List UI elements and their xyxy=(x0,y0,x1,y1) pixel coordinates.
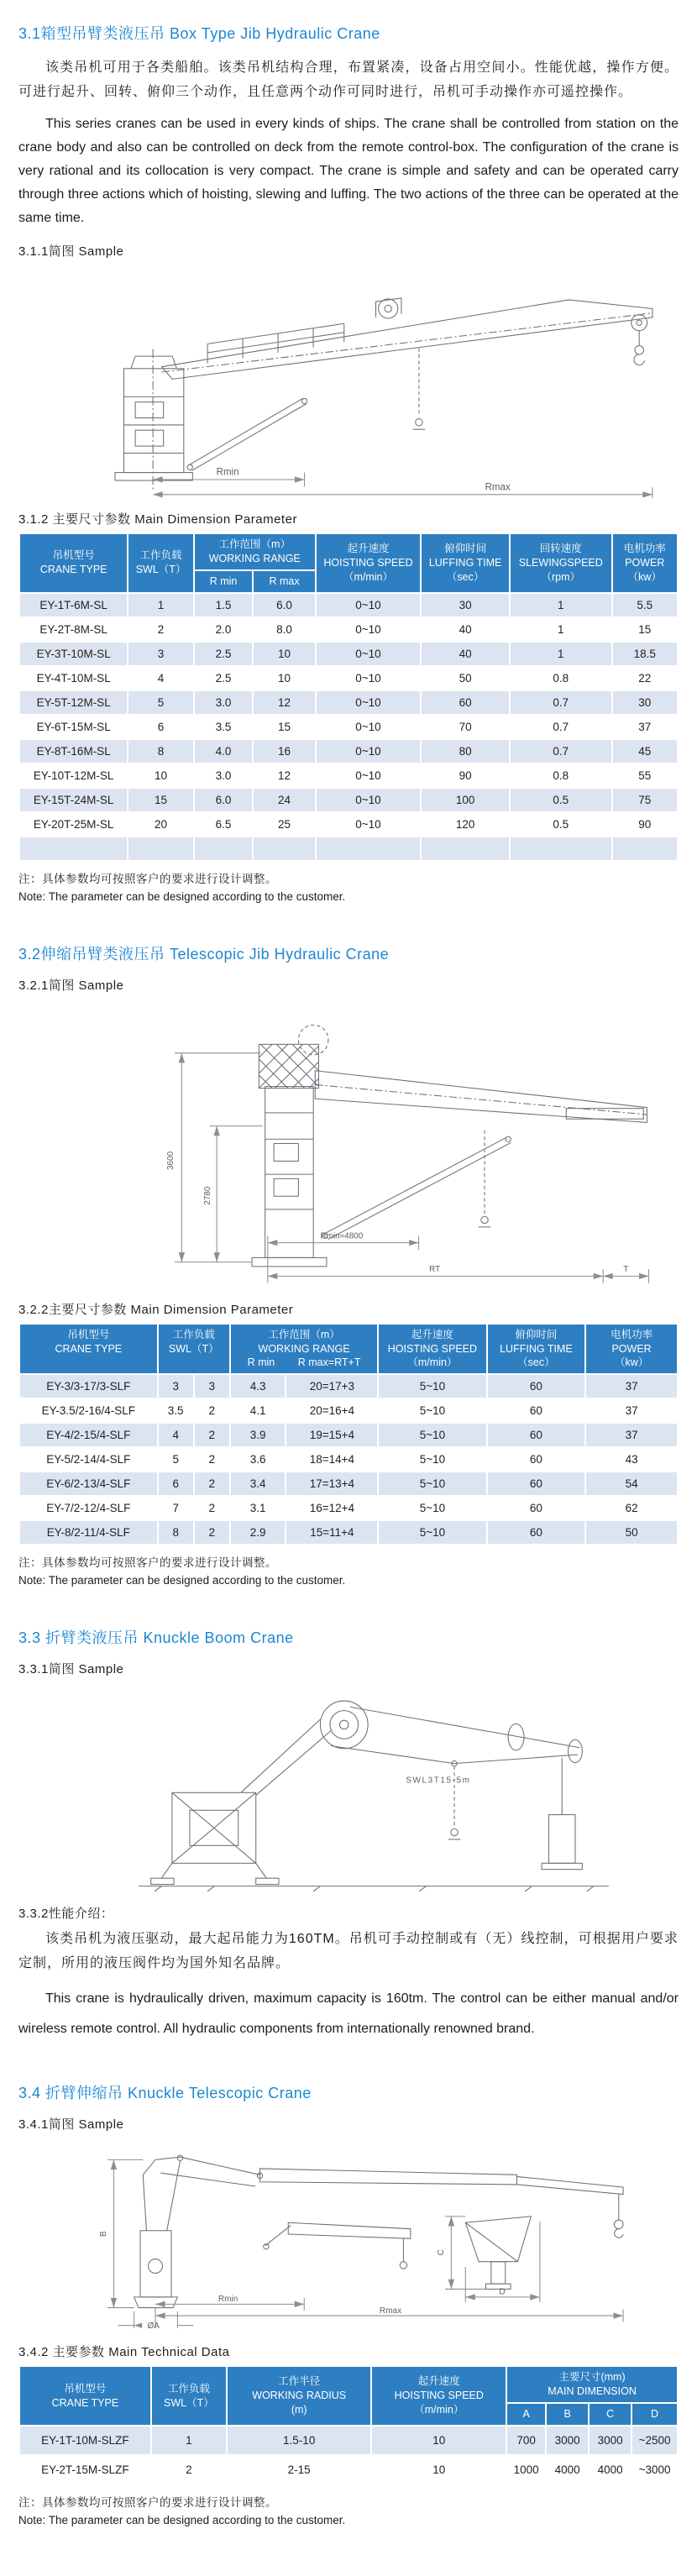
table-cell: 54 xyxy=(585,1472,678,1496)
table-cell: 0~10 xyxy=(316,642,421,666)
table-cell xyxy=(316,837,421,861)
table-cell: 1 xyxy=(510,617,612,642)
dim-label-rmin: Rmin xyxy=(217,2295,238,2305)
dim-label-d: D xyxy=(499,2287,506,2297)
dim-label-rmin-4800: Rmin≈4800 xyxy=(320,1231,364,1241)
dim-label-rmin: Rmin xyxy=(216,467,239,478)
table-cell: 0.7 xyxy=(510,690,612,715)
table-cell: 1 xyxy=(151,2426,227,2455)
table-cell: 60 xyxy=(487,1472,586,1496)
table-cell: 0~10 xyxy=(316,666,421,690)
dim-label-rmax: Rmax xyxy=(379,2306,402,2316)
table-cell: 0~10 xyxy=(316,617,421,642)
table-cell: 0.7 xyxy=(510,715,612,739)
section-knuckle-boom xyxy=(18,1626,679,2044)
col-crane-type: 吊机型号 CRANE TYPE xyxy=(19,2366,151,2426)
section-3-1-1-sample-title: 3.1.1简图 Sample xyxy=(18,244,124,259)
note-3-en: Note: The parameter can be designed according to the customer. xyxy=(18,2513,346,2526)
table-row xyxy=(19,1423,678,1447)
note-2-cn: 注：具体参数均可按照客户的要求进行设计调整。 xyxy=(18,1556,277,1570)
note-3 xyxy=(18,2494,679,2529)
table-cell: 10 xyxy=(371,2426,506,2455)
table-cell xyxy=(421,837,510,861)
table-cell: 40 xyxy=(421,642,510,666)
table-3-header xyxy=(19,2366,678,2426)
table-cell: 55 xyxy=(612,763,678,788)
table-cell: ~2500 xyxy=(631,2426,678,2455)
table-row xyxy=(19,1520,678,1545)
table-row xyxy=(19,788,678,812)
table-row xyxy=(19,739,678,763)
table-cell: EY-5/2-14/4-SLF xyxy=(19,1447,158,1472)
table-cell: 43 xyxy=(585,1447,678,1472)
table-cell: 50 xyxy=(421,666,510,690)
col-crane-type: 吊机型号 CRANE TYPE xyxy=(19,533,128,593)
dim-label-rt: RT xyxy=(429,1264,441,1274)
table-cell: 2 xyxy=(128,617,193,642)
table-cell: 8 xyxy=(128,739,193,763)
section-3-4-title: 3.4 折臂伸缩吊 Knuckle Telescopic Crane xyxy=(18,2085,312,2102)
col-luffing-time: 俯仰时间 LUFFING TIME （sec） xyxy=(487,1324,586,1375)
col-dim-a: A xyxy=(506,2403,546,2426)
table-2-header xyxy=(19,1324,678,1375)
table-cell: 3 xyxy=(158,1374,194,1398)
knuckle-boom-crane-diagram xyxy=(18,1682,679,1892)
table-cell: 3 xyxy=(128,642,193,666)
table-cell: EY-1T-10M-SLZF xyxy=(19,2426,151,2455)
table-cell: 3.1 xyxy=(230,1496,286,1520)
table-cell: 60 xyxy=(487,1520,586,1545)
table-row xyxy=(19,593,678,617)
table-cell: 2.0 xyxy=(194,617,254,642)
table-cell: 0~10 xyxy=(316,690,421,715)
dim-label-phi-a: ØA xyxy=(147,2322,160,2332)
table-cell: 2 xyxy=(194,1520,230,1545)
table-cell: EY-6/2-13/4-SLF xyxy=(19,1472,158,1496)
table-cell: 90 xyxy=(421,763,510,788)
table-row xyxy=(19,617,678,642)
section-3-2-1-sample-title: 3.2.1简图 Sample xyxy=(18,978,124,993)
table-cell: 19=15+4 xyxy=(286,1423,378,1447)
table-row xyxy=(19,1447,678,1472)
table-cell: 3.4 xyxy=(230,1472,286,1496)
col-r-min: R min xyxy=(194,570,254,593)
table-cell: EY-15T-24M-SL xyxy=(19,788,128,812)
col-luffing-time: 俯仰时间 LUFFING TIME （sec） xyxy=(421,533,510,593)
col-swl: 工作负载 SWL（T） xyxy=(128,533,193,593)
table-cell: EY-7/2-12/4-SLF xyxy=(19,1496,158,1520)
table-cell: 1 xyxy=(128,593,193,617)
table-row xyxy=(19,2426,678,2455)
section-3-1-paragraph-en: This series cranes can be used in every kinds of ships. The crane shall be controlled from station on the crane body and also can be controlled on deck from the remote control-box. The configuration of the crane is very rational and its collocation is very compact. The crane is simple and safety and can be operated carry through three actions which of hoisting, slewing and luffing. The two actions of the three can be operated at the same time. xyxy=(18,117,679,225)
table-cell: 0~10 xyxy=(316,739,421,763)
table-cell xyxy=(128,837,193,861)
table-cell: 15 xyxy=(128,788,193,812)
table-cell: 2-15 xyxy=(227,2455,371,2484)
table-row xyxy=(19,690,678,715)
col-hoisting-speed: 起升速度 HOISTING SPEED （m/min） xyxy=(378,1324,486,1375)
section-3-1-2-table-title: 3.1.2 主要尺寸参数 Main Dimension Parameter xyxy=(18,512,297,527)
telescopic-jib-crane-diagram xyxy=(18,999,679,1288)
table-row xyxy=(19,837,678,861)
table-row xyxy=(19,763,678,788)
table-cell: 4.3 xyxy=(230,1374,286,1398)
table-cell: 5~10 xyxy=(378,1520,486,1545)
table-cell: 24 xyxy=(253,788,315,812)
table-cell: EY-3T-10M-SL xyxy=(19,642,128,666)
table-cell: 0~10 xyxy=(316,812,421,837)
dim-label-3600: 3600 xyxy=(165,1151,176,1170)
note-2-en: Note: The parameter can be designed according to the customer. xyxy=(18,1574,346,1587)
section-3-3-2-performance-title: 3.3.2性能介绍： xyxy=(18,1907,114,1922)
dim-label-t: T xyxy=(623,1264,629,1274)
table-cell: 1 xyxy=(510,593,612,617)
table-cell xyxy=(194,837,254,861)
table-row xyxy=(19,715,678,739)
table-cell: 8 xyxy=(158,1520,194,1545)
table-cell: 6.0 xyxy=(253,593,315,617)
table-cell: 10 xyxy=(128,763,193,788)
table-cell xyxy=(253,837,315,861)
main-dimension-parameter-table-1 xyxy=(18,533,679,862)
note-3-cn: 注：具体参数均可按照客户的要求进行设计调整。 xyxy=(18,2495,277,2509)
table-cell: 5~10 xyxy=(378,1472,486,1496)
table-cell: 15=11+4 xyxy=(286,1520,378,1545)
section-3-3-1-sample-title: 3.3.1简图 Sample xyxy=(18,1662,124,1677)
table-cell: 0~10 xyxy=(316,788,421,812)
section-3-1-title: 3.1箱型吊臂类液压吊 Box Type Jib Hydraulic Crane xyxy=(18,25,380,42)
table-cell: 0~10 xyxy=(316,593,421,617)
section-knuckle-telescopic xyxy=(18,2081,679,2529)
box-jib-crane-drawing xyxy=(38,265,659,498)
table-row xyxy=(19,1472,678,1496)
table-cell: 700 xyxy=(506,2426,546,2455)
table-1-body xyxy=(19,593,678,861)
table-cell: 20 xyxy=(128,812,193,837)
table-cell: 4.1 xyxy=(230,1398,286,1423)
table-cell: 60 xyxy=(487,1496,586,1520)
table-cell: 4000 xyxy=(589,2455,631,2484)
table-cell: 3.0 xyxy=(194,690,254,715)
table-cell: 1.5 xyxy=(194,593,254,617)
table-row xyxy=(19,1398,678,1423)
table-cell: 0.8 xyxy=(510,763,612,788)
table-cell: 5 xyxy=(128,690,193,715)
dim-label-b: B xyxy=(98,2231,108,2238)
section-3-2-2-table-title: 3.2.2主要尺寸参数 Main Dimension Parameter xyxy=(18,1302,294,1317)
table-row xyxy=(19,666,678,690)
dim-label-2780: 2780 xyxy=(202,1186,212,1205)
table-cell: 5~10 xyxy=(378,1496,486,1520)
note-1-cn: 注：具体参数均可按照客户的要求进行设计调整。 xyxy=(18,872,277,885)
table-cell: 37 xyxy=(585,1374,678,1398)
table-cell: 17=13+4 xyxy=(286,1472,378,1496)
table-cell: 0~10 xyxy=(316,763,421,788)
table-cell: 1.5-10 xyxy=(227,2426,371,2455)
table-cell: 25 xyxy=(253,812,315,837)
table-cell: 5~10 xyxy=(378,1398,486,1423)
table-cell: 2 xyxy=(194,1496,230,1520)
table-cell: 1 xyxy=(510,642,612,666)
col-crane-type: 吊机型号 CRANE TYPE xyxy=(19,1324,158,1375)
box-jib-crane-diagram xyxy=(18,265,679,498)
table-cell: 15 xyxy=(253,715,315,739)
knuckle-telescopic-crane-drawing xyxy=(38,2138,659,2331)
table-cell: 80 xyxy=(421,739,510,763)
table-cell: 22 xyxy=(612,666,678,690)
table-cell: 37 xyxy=(585,1423,678,1447)
table-cell xyxy=(19,837,128,861)
table-cell: EY-6T-15M-SL xyxy=(19,715,128,739)
table-cell: 37 xyxy=(585,1398,678,1423)
table-cell: EY-3/3-17/3-SLF xyxy=(19,1374,158,1398)
table-2-body xyxy=(19,1374,678,1545)
col-r-min: R min xyxy=(247,1356,275,1369)
table-cell: 45 xyxy=(612,739,678,763)
section-3-4-2-table-title: 3.4.2 主要参数 Main Technical Data xyxy=(18,2345,230,2360)
col-dim-d: D xyxy=(631,2403,678,2426)
table-cell: 4 xyxy=(128,666,193,690)
table-cell: EY-8T-16M-SL xyxy=(19,739,128,763)
note-1 xyxy=(18,870,679,905)
table-cell: 37 xyxy=(612,715,678,739)
table-cell: 20=17+3 xyxy=(286,1374,378,1398)
dim-label-rmax: Rmax xyxy=(485,482,511,493)
table-cell: 0~10 xyxy=(316,715,421,739)
table-cell: EY-8/2-11/4-SLF xyxy=(19,1520,158,1545)
table-cell: 70 xyxy=(421,715,510,739)
table-cell: EY-2T-15M-SLZF xyxy=(19,2455,151,2484)
table-cell: EY-20T-25M-SL xyxy=(19,812,128,837)
table-1-header xyxy=(19,533,678,593)
section-3-1-paragraph-cn: 该类吊机可用于各类船舶。该类吊机结构合理，布置紧凑，设备占用空间小。性能优越，操作方便。可进行起升、回转、俯仰三个动作，且任意两个动作可同时进行，吊机可手动操作亦可遥控操作。 xyxy=(18,60,679,99)
table-row xyxy=(19,642,678,666)
col-dim-c: C xyxy=(589,2403,631,2426)
table-cell: 30 xyxy=(612,690,678,715)
col-slewing-speed: 回转速度 SLEWINGSPEED （rpm） xyxy=(510,533,612,593)
table-cell: 60 xyxy=(487,1447,586,1472)
col-hoisting-speed: 起升速度 HOISTING SPEED （m/min） xyxy=(371,2366,506,2426)
col-working-range: 工作范围（m） WORKING RANGE R min R max=RT+T xyxy=(230,1324,378,1375)
table-cell: 12 xyxy=(253,690,315,715)
dim-label-c: C xyxy=(436,2249,446,2256)
table-cell: 1000 xyxy=(506,2455,546,2484)
table-cell: 16=12+4 xyxy=(286,1496,378,1520)
table-cell: EY-3.5/2-16/4-SLF xyxy=(19,1398,158,1423)
table-cell: 75 xyxy=(612,788,678,812)
col-r-max: R max xyxy=(253,570,315,593)
table-cell: 2.5 xyxy=(194,666,254,690)
table-cell: 100 xyxy=(421,788,510,812)
table-cell: 90 xyxy=(612,812,678,837)
col-main-dimension: 主要尺寸(mm) MAIN DIMENSION xyxy=(506,2366,678,2403)
table-cell: 10 xyxy=(371,2455,506,2484)
table-cell: 62 xyxy=(585,1496,678,1520)
table-cell: 3.5 xyxy=(158,1398,194,1423)
section-3-3-paragraph-cn: 该类吊机为液压驱动，最大起吊能力为160TM。吊机可手动控制或有（无）线控制，可根据用户要求定制，所用的液压阀件均为国外知名品牌。 xyxy=(18,1932,679,1971)
section-3-4-1-sample-title: 3.4.1简图 Sample xyxy=(18,2117,124,2133)
table-3-body xyxy=(19,2426,678,2484)
table-cell: 10 xyxy=(253,666,315,690)
table-cell: 12 xyxy=(253,763,315,788)
telescopic-jib-crane-drawing xyxy=(38,999,659,1288)
table-cell: 5 xyxy=(158,1447,194,1472)
table-cell: 2 xyxy=(194,1398,230,1423)
table-cell: 30 xyxy=(421,593,510,617)
table-cell: 6.5 xyxy=(194,812,254,837)
table-cell: 3.5 xyxy=(194,715,254,739)
table-cell: EY-5T-12M-SL xyxy=(19,690,128,715)
col-working-radius: 工作半径 WORKING RADIUS (m) xyxy=(227,2366,371,2426)
table-cell: EY-10T-12M-SL xyxy=(19,763,128,788)
table-row xyxy=(19,812,678,837)
table-cell: 60 xyxy=(421,690,510,715)
table-cell: 5.5 xyxy=(612,593,678,617)
table-cell: 15 xyxy=(612,617,678,642)
table-cell: 7 xyxy=(158,1496,194,1520)
table-cell: 8.0 xyxy=(253,617,315,642)
col-swl: 工作负载 SWL（T） xyxy=(158,1324,230,1375)
table-cell: 3.9 xyxy=(230,1423,286,1447)
table-cell: EY-2T-8M-SL xyxy=(19,617,128,642)
table-cell: 40 xyxy=(421,617,510,642)
table-cell xyxy=(510,837,612,861)
table-cell: 2.9 xyxy=(230,1520,286,1545)
table-cell: EY-1T-6M-SL xyxy=(19,593,128,617)
table-cell: 3.6 xyxy=(230,1447,286,1472)
table-cell: EY-4/2-15/4-SLF xyxy=(19,1423,158,1447)
table-cell: 0.5 xyxy=(510,788,612,812)
table-cell: 3 xyxy=(194,1374,230,1398)
table-cell: 0.8 xyxy=(510,666,612,690)
table-cell: EY-4T-10M-SL xyxy=(19,666,128,690)
col-dim-b: B xyxy=(546,2403,589,2426)
table-cell: 5~10 xyxy=(378,1374,486,1398)
table-cell: 3.0 xyxy=(194,763,254,788)
table-cell: 4000 xyxy=(546,2455,589,2484)
table-cell: 0.7 xyxy=(510,739,612,763)
main-dimension-parameter-table-2 xyxy=(18,1323,679,1546)
table-cell: 120 xyxy=(421,812,510,837)
table-cell: 10 xyxy=(253,642,315,666)
table-cell: 6 xyxy=(158,1472,194,1496)
knuckle-telescopic-crane-diagram xyxy=(18,2138,679,2331)
col-swl: 工作负载 SWL（T） xyxy=(151,2366,227,2426)
table-cell: 50 xyxy=(585,1520,678,1545)
table-cell: 16 xyxy=(253,739,315,763)
col-hoisting-speed: 起升速度 HOISTING SPEED （m/min） xyxy=(316,533,421,593)
table-cell: ~3000 xyxy=(631,2455,678,2484)
section-3-3-paragraph-en: This crane is hydraulically driven, maximum capacity is 160tm. The control can be either manual and/or wireless remote control. All hydraulic components from internationally renowned brand. xyxy=(18,1991,679,2037)
table-cell: 60 xyxy=(487,1398,586,1423)
table-row xyxy=(19,2455,678,2484)
col-power: 电机功率 POWER （kw） xyxy=(612,533,678,593)
table-row xyxy=(19,1496,678,1520)
table-row xyxy=(19,1374,678,1398)
table-cell: 2 xyxy=(194,1472,230,1496)
table-cell: 60 xyxy=(487,1374,586,1398)
table-cell: 2.5 xyxy=(194,642,254,666)
table-cell: 0.5 xyxy=(510,812,612,837)
table-cell: 20=16+4 xyxy=(286,1398,378,1423)
section-3-3-title: 3.3 折臂类液压吊 Knuckle Boom Crane xyxy=(18,1629,294,1647)
table-cell: 6 xyxy=(128,715,193,739)
table-cell: 2 xyxy=(194,1423,230,1447)
table-cell: 3000 xyxy=(589,2426,631,2455)
section-3-2-title: 3.2伸缩吊臂类液压吊 Telescopic Jib Hydraulic Crane xyxy=(18,945,390,963)
table-cell: 6.0 xyxy=(194,788,254,812)
main-technical-data-table xyxy=(18,2365,679,2485)
diagram-swl-label: SWL3T15-5m xyxy=(406,1776,471,1786)
table-cell: 3000 xyxy=(546,2426,589,2455)
table-cell: 4.0 xyxy=(194,739,254,763)
table-cell: 60 xyxy=(487,1423,586,1447)
note-2 xyxy=(18,1554,679,1589)
col-r-max-rt-t: R max=RT+T xyxy=(297,1356,361,1369)
col-power: 电机功率 POWER （kw） xyxy=(585,1324,678,1375)
table-cell: 5~10 xyxy=(378,1423,486,1447)
table-cell: 4 xyxy=(158,1423,194,1447)
section-box-type-jib xyxy=(18,22,679,905)
table-cell: 18.5 xyxy=(612,642,678,666)
table-cell xyxy=(612,837,678,861)
note-1-en: Note: The parameter can be designed according to the customer. xyxy=(18,889,346,903)
table-cell: 2 xyxy=(151,2455,227,2484)
col-working-range: 工作范围（m） WORKING RANGE xyxy=(194,533,316,570)
table-cell: 5~10 xyxy=(378,1447,486,1472)
table-cell: 18=14+4 xyxy=(286,1447,378,1472)
section-telescopic-jib xyxy=(18,942,679,1590)
knuckle-boom-crane-drawing xyxy=(38,1682,659,1892)
table-cell: 2 xyxy=(194,1447,230,1472)
